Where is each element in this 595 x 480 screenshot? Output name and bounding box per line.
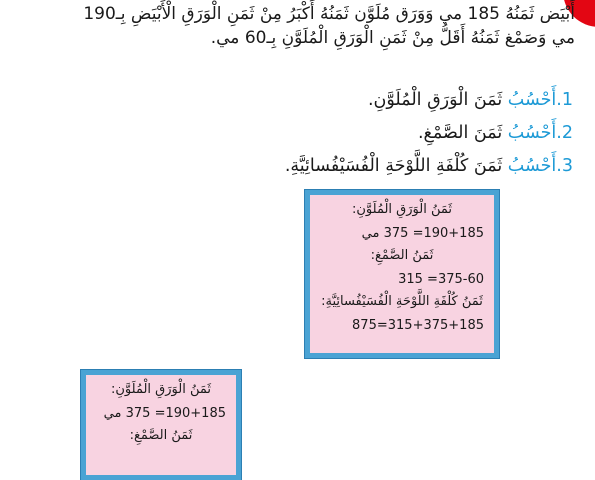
box-heading: ثَمَنُ كُلْفَةِ اللَّوْحَةِ الْفُسَيْفُسائِيَّةِ: xyxy=(321,294,483,309)
question-3 xyxy=(285,150,573,183)
question-number: 2. xyxy=(556,123,573,143)
box-heading: ثَمَنُ الصَّمْغِ: xyxy=(370,248,434,263)
box-calculation: 190+185= 375 مي xyxy=(103,406,226,421)
question-verb: أَحْسُبُ xyxy=(507,156,557,176)
question-verb: أَحْسُبُ xyxy=(507,123,557,143)
question-text: ثَمَنَ كُلْفَةِ اللَّوْحَةِ الْفُسَيْفُسائِيَّةِ. xyxy=(284,156,508,176)
question-text: ثَمَنَ الْوَرَقِ الْمُلَوَّنِ. xyxy=(367,90,508,110)
answer-box-2 xyxy=(81,370,241,480)
box-heading: ثَمَنُ الْوَرَقِ الْمُلَوَّنِ: xyxy=(111,382,211,397)
box-calculation: 190+185= 375 مي xyxy=(361,226,484,241)
questions-list xyxy=(285,84,573,183)
question-text: ثَمَنَ الصَّمْغِ. xyxy=(417,123,508,143)
answer-box-1 xyxy=(305,190,499,358)
box-heading: ثَمَنُ الصَّمْغِ: xyxy=(129,428,193,443)
problem-text-line-2: مي وَصَمْغ ثَمَنُهُ أَقَلُّ مِنْ ثَمَنِ الْوَرَقِ الْمُلَوَّنِ بِـ60 مي. xyxy=(210,28,575,48)
question-2 xyxy=(285,117,573,150)
box-heading: ثَمَنُ الْوَرَقِ الْمُلَوَّنِ: xyxy=(352,202,452,217)
question-1 xyxy=(285,84,573,117)
question-number: 3. xyxy=(556,156,573,176)
question-verb: أَحْسُبُ xyxy=(507,90,557,110)
question-number: 1. xyxy=(556,90,573,110)
box-calculation: 315+375+185=875 xyxy=(352,318,484,333)
box-calculation: 375-60= 315 xyxy=(398,272,484,287)
problem-text-line-1: أَبْيَض ثَمَنُهُ 185 مي وَوَرَق مُلَوَّن ثَمَنُهُ أَكْبَرُ مِنْ ثَمَنِ الْوَرَقِ الْأَبْيَضِ بِـ190 xyxy=(83,4,575,24)
